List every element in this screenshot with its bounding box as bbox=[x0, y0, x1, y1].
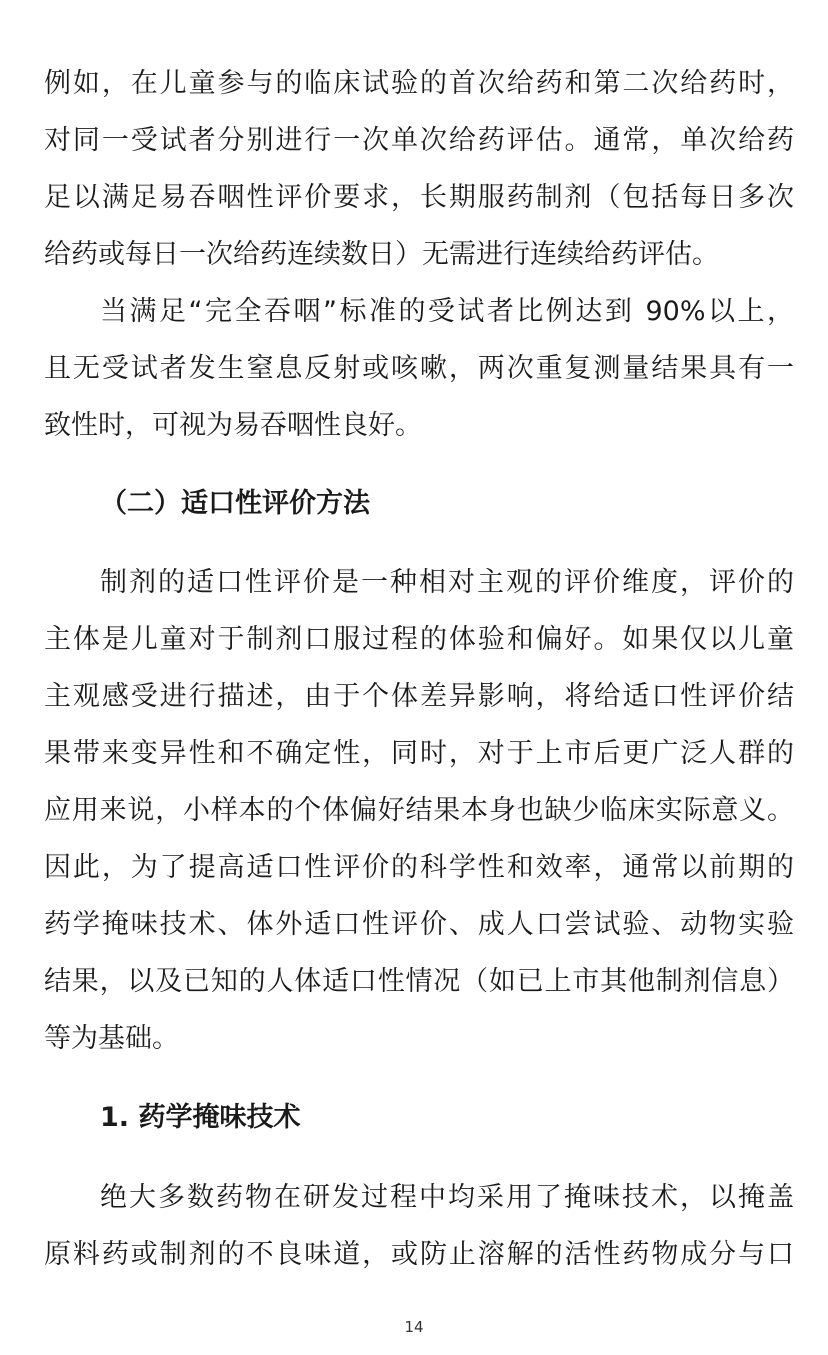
paragraph-3-line-5: 应用来说，小样本的个体偏好结果本身也缺少临床实际意义。 bbox=[44, 795, 794, 826]
paragraph-2-line-1: 当满足“完全吞咽”标准的受试者比例达到 90%以上， bbox=[100, 296, 794, 327]
paragraph-4-line-2: 原料药或制剂的不良味道，或防止溶解的活性药物成分与口 bbox=[44, 1239, 794, 1270]
paragraph-1-line-1: 例如，在儿童参与的临床试验的首次给药和第二次给药时， bbox=[44, 68, 794, 99]
paragraph-3-line-9: 等为基础。 bbox=[44, 1023, 179, 1054]
paragraph-3-line-4: 果带来变异性和不确定性，同时，对于上市后更广泛人群的 bbox=[44, 738, 794, 769]
paragraph-2-line-2: 且无受试者发生窒息反射或咳嗽，两次重复测量结果具有一 bbox=[44, 353, 794, 384]
paragraph-2-line-3: 致性时，可视为易吞咽性良好。 bbox=[44, 410, 422, 441]
paragraph-3-line-1: 制剂的适口性评价是一种相对主观的评价维度，评价的 bbox=[100, 567, 794, 598]
paragraph-3-line-2: 主体是儿童对于制剂口服过程的体验和偏好。如果仅以儿童 bbox=[44, 624, 794, 655]
paragraph-3-line-3: 主观感受进行描述，由于个体差异影响，将给适口性评价结 bbox=[44, 681, 794, 712]
subsection-heading: 1. 药学掩味技术 bbox=[100, 1102, 301, 1133]
paragraph-1-line-3: 足以满足易吞咽性评价要求，长期服药制剂（包括每日多次 bbox=[44, 182, 794, 213]
page-number: 14 bbox=[404, 1318, 424, 1336]
paragraph-3-line-6: 因此，为了提高适口性评价的科学性和效率，通常以前期的 bbox=[44, 852, 794, 883]
paragraph-1-line-4: 给药或每日一次给药连续数日）无需进行连续给药评估。 bbox=[44, 239, 719, 270]
section-heading: （二）适口性评价方法 bbox=[100, 488, 370, 519]
paragraph-3-line-7: 药学掩味技术、体外适口性评价、成人口尝试验、动物实验 bbox=[44, 909, 794, 940]
paragraph-3-line-8: 结果，以及已知的人体适口性情况（如已上市其他制剂信息） bbox=[44, 966, 794, 997]
paragraph-1-line-2: 对同一受试者分别进行一次单次给药评估。通常，单次给药 bbox=[44, 125, 794, 156]
paragraph-4-line-1: 绝大多数药物在研发过程中均采用了掩味技术，以掩盖 bbox=[100, 1182, 794, 1213]
